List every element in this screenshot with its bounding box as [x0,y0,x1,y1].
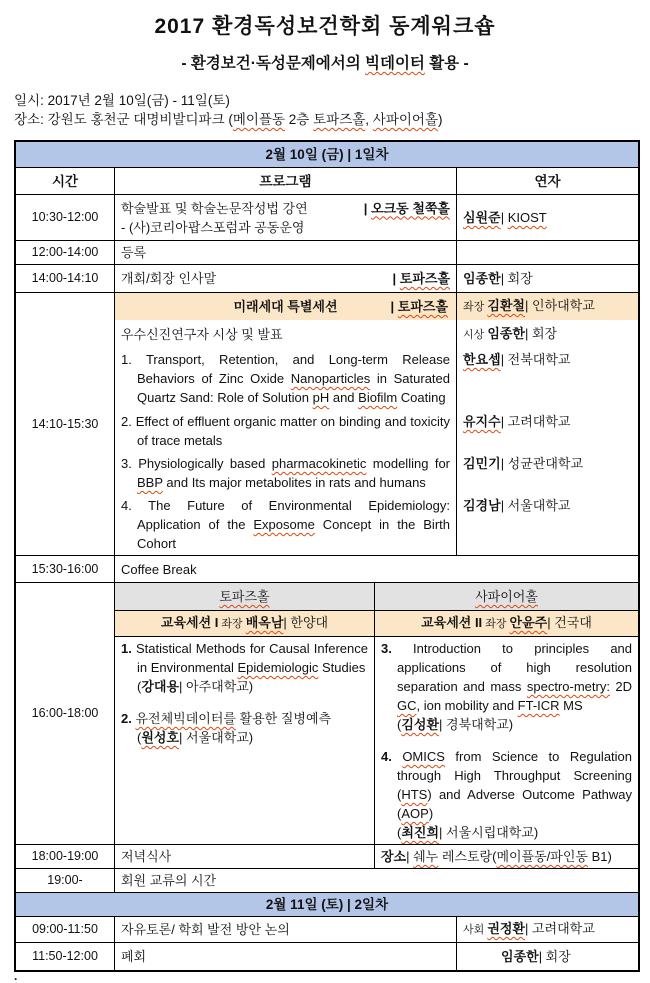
text-segment: 좌장 [482,618,510,630]
text-segment: 2층 [285,112,314,127]
text-line [121,677,368,696]
time-cell [16,293,115,556]
text-segment: 메이플동/파인동 [496,849,588,864]
text-segment: 저녁식사 [121,849,172,864]
text-line [18,704,112,723]
text-segment: 김환철 [487,298,525,313]
text-segment: pH [312,390,330,405]
text-line [121,871,632,890]
program-cell [115,348,457,410]
text-line [121,920,450,939]
session-header-cell [375,611,638,637]
text-segment: | 회장 [538,949,571,964]
text-segment: | 고려대학교 [500,414,571,429]
table-row [16,556,638,583]
table-row [16,869,638,893]
text-segment: 폐회 [121,949,147,964]
text-segment: 오크동 철쭉홀 [371,200,450,216]
text-line [18,243,112,262]
table-row [16,845,638,869]
program-cell [115,869,638,893]
text-segment: 12:00-14:00 [31,245,99,259]
program-cell [115,637,375,845]
text-segment: 유지수 [463,414,501,429]
day2-header-cell [16,893,638,917]
text-segment: AOP [401,806,429,821]
text-line [121,325,450,344]
text-segment: | [390,299,398,314]
text-line [381,715,632,734]
table-row [16,265,638,293]
text-segment: | 경북대학교) [439,717,514,732]
doc-subtitle [14,54,636,73]
hall-header-cell [115,583,375,611]
session-header-cell [115,611,375,637]
text-segment: 사파이어홀 [475,589,538,604]
text-segment: , [365,112,373,127]
text-segment: - (사)코리아팝스포럼과 공동운영 [121,219,305,235]
text-segment: | 성균관대학교 [500,456,584,471]
table-row [16,168,638,195]
text-segment: Concept in the Birth Cohort [137,517,450,551]
text-segment: 토파즈홀 [313,112,366,127]
text-segment: Coating [397,390,446,405]
text-segment: 2월 10일 (금) | 1일차 [265,147,389,162]
text-segment: modelling for [366,456,451,471]
time-cell [16,195,115,241]
text-segment: 권정환 [487,921,525,936]
text-line [463,269,632,288]
text-segment: ) [438,112,443,127]
text-line [463,919,632,940]
text-segment: 3. [381,641,414,656]
text-segment: 4. [381,749,403,764]
text-segment: 한요셉 [463,352,501,367]
text-line [463,350,632,369]
text-segment: ( [397,825,402,840]
speaker-cell [457,195,638,241]
text-segment: 프로그램 [259,173,312,189]
text-segment: 2월 11일 (토) | 2일차 [265,897,389,912]
text-segment: 회원 교류의 시간 [121,873,217,888]
text-segment: 배옥남 [245,615,284,630]
text-segment: and [329,390,359,405]
venue-cell [375,845,638,869]
text-segment: | 서울대학교) [179,730,254,745]
program-cell [115,320,457,348]
text-segment: 미래세대 특별세션 [233,299,338,314]
text-line [121,297,450,316]
text-segment: HTS [401,787,428,802]
column-header-program [115,168,457,195]
text-line [121,199,450,218]
info-block [14,91,636,129]
text-segment: BBP [137,475,163,490]
text-segment: 레스토랑( [438,849,497,864]
text-segment: Introduction to principles and applications of high resolution separation and mass [397,641,633,694]
text-line [463,324,632,345]
text-segment: 1. Transport, Retention, and Long-term Release Behaviors of Zinc Oxide [121,352,450,386]
text-line [121,847,368,866]
text-segment: 토파즈홀 [399,271,450,286]
text-segment: pharmacokinetic [271,456,367,471]
speaker-cell [457,452,638,494]
text-segment: 장소: 강원도 홍천군 대명비발디파크 ( [14,112,233,127]
text-segment: 10:30-12:00 [31,210,99,224]
text-segment: | 회장 [525,325,558,341]
text-segment: | 건국대 [547,615,592,630]
text-segment: 임종한 [487,325,525,341]
text-segment: 심원준 [463,210,501,225]
text-line [463,947,632,966]
text-line [14,54,636,73]
text-segment: B1) [587,849,612,864]
text-line [22,172,108,191]
text-segment: 19:00- [47,873,83,887]
text-segment: | 한양대 [283,615,329,630]
table-row [16,241,638,265]
text-segment: 김경남 [463,498,501,513]
text-segment: | 서울시립대학교) [439,825,539,840]
text-line [121,269,450,288]
table-row [16,583,638,611]
text-segment: 우수신진연구자 시상 및 발표 [121,326,283,342]
speaker-cell [457,943,638,970]
column-header-time [16,168,115,195]
text-segment: ) and Adverse Outcome Pathway ( [397,787,633,821]
text-segment: 연자 [534,173,561,189]
text-segment: | [392,271,400,286]
text-segment: 사회 [463,924,488,936]
text-segment: 18:00-19:00 [31,849,99,863]
table-row [16,917,638,943]
text-segment: 교육세션 I [160,615,219,630]
time-cell [16,943,115,970]
text-segment: ( [137,730,142,745]
day1-header-cell [16,142,638,168]
text-line [463,412,632,431]
text-line [381,613,632,634]
text-segment: 안윤주 [509,615,548,630]
text-segment: 좌장 [218,618,246,630]
text-segment: 15:30-16:00 [31,561,99,576]
text-segment: Coffee Break [121,561,197,577]
text-segment: 등록 [121,245,147,260]
text-segment: | 고려대학교 [525,921,595,936]
program-cell [115,195,457,241]
speaker-cell [457,917,638,943]
text-line [18,415,112,434]
program-cell [375,637,638,845]
text-line [121,947,450,966]
text-segment: 4. The Future of Environmental Epidemiology: Application of the [121,498,450,532]
text-line [381,639,632,715]
text-line [121,243,450,262]
text-segment: 김민기 [463,456,501,471]
text-segment: OMICS [402,749,445,764]
text-segment: 장소 [381,849,407,864]
table-row [16,195,638,241]
text-line [381,823,632,842]
text-line [381,587,632,606]
program-cell [115,452,457,494]
text-segment: 학술발표 및 학술논문작성법 강연 [121,200,308,216]
table-row [16,943,638,970]
program-cell [115,556,638,583]
column-header-speaker [457,168,638,195]
text-line [463,296,632,317]
text-line [121,412,450,450]
text-line [463,454,632,473]
text-segment: 원성호 [141,730,180,745]
text-segment: | 전북대학교 [500,352,571,367]
text-segment: and Its major metabolites in rats and humans [162,475,426,490]
text-segment: 시상 [463,328,488,341]
table-row [16,293,638,320]
text-segment: 토파즈홀 [397,299,448,314]
info-venue [14,110,636,129]
text-segment: - 환경보건·독성문제에서의 [181,55,365,72]
speaker-cell [457,348,638,410]
text-line [121,728,368,747]
text-line [121,496,450,553]
text-segment: 김성환 [401,717,440,732]
hall-header-cell [375,583,638,611]
text-line [121,709,368,728]
text-line [121,350,450,407]
text-segment: 빅데이터 [365,55,425,72]
text-segment: 메이플동 [232,112,286,127]
text-segment: ( [137,679,142,694]
speaker-cell [457,241,638,265]
text-segment: | [406,849,414,864]
text-segment: 11:50-12:00 [32,949,98,963]
text-segment: FT-ICR [517,698,560,713]
text-line [18,947,112,966]
doc-title: 2017 환경독성보건학회 동계워크숍 [154,15,496,38]
text-segment: 3. Physiologically based [121,456,272,471]
text-line [18,208,112,227]
table-row [16,893,638,917]
text-line [22,895,632,914]
text-segment: | 서울대학교 [500,498,571,513]
text-segment: 강대용 [141,679,180,694]
text-segment: 14:00-14:10 [31,271,99,285]
text-segment: 활용 - [424,55,469,72]
text-segment: ) [428,806,434,821]
time-cell [16,583,115,845]
text-segment: 개회/회장 인사말 [121,271,217,286]
text-line [121,218,450,237]
text-segment: | 회장 [500,271,533,286]
text-segment: Biofilm [358,390,398,405]
text-segment: 최진희 [401,825,440,840]
time-cell [16,869,115,893]
program-cell [115,265,457,293]
text-segment: | 인하대학교 [525,298,595,313]
text-segment: 사파이어홀 [372,112,439,127]
program-cell [115,241,457,265]
text-segment: 좌장 [463,301,488,313]
text-segment: 쉐누 [413,849,439,864]
text-line [18,847,112,866]
text-segment: 14:10-15:30 [31,416,99,431]
text-line [121,172,450,191]
program-cell [115,494,457,556]
text-segment: spectro-metry: [526,679,610,694]
text-segment: GC [397,698,417,713]
text-segment: 토파즈홀 [219,589,270,604]
text-segment: 자유토론/ 학회 발전 방안 논의 [121,922,290,937]
text-line [121,454,450,492]
schedule-table [14,140,640,972]
text-segment: 유전체빅데이터를 [135,711,236,726]
text-segment: 시간 [51,173,79,189]
time-cell [16,241,115,265]
text-segment: in Saturated Quartz Sand: Role of Solution [137,371,451,405]
text-segment: | 아주대학교) [179,679,254,694]
text-line [381,747,632,823]
speaker-cell [457,320,638,348]
text-segment: Statistical Methods for Causal Inference in Environmental [136,641,368,675]
text-segment: from Science to Regulation through High Throughput Screening ( [397,749,633,802]
time-cell [16,917,115,943]
speaker-cell [457,265,638,293]
text-line [18,269,112,288]
text-segment: 임종한 [463,271,501,286]
program-cell [115,845,375,869]
text-segment: 1. [121,641,137,656]
text-segment: 교육세션 II [421,615,483,630]
speaker-cell [457,410,638,452]
time-cell [16,556,115,583]
text-segment: 일시: 2017년 2월 10일(금) - 11일(토) [14,93,230,108]
text-segment: ( [397,717,402,732]
text-segment: Epidemiologic [237,660,319,675]
text-line [121,639,368,677]
text-line [381,847,632,866]
speaker-cell [457,293,638,320]
text-line [463,496,632,515]
text-segment: MS [559,698,583,713]
text-segment: | [363,200,372,216]
time-cell [16,265,115,293]
program-cell [115,410,457,452]
stray-period: . [14,969,18,983]
speaker-cell [457,494,638,556]
program-cell [115,917,457,943]
session-header-cell [115,293,457,320]
text-line [18,871,112,890]
program-cell [115,943,457,970]
text-line [463,172,632,191]
text-segment: Exposome [253,517,315,532]
table-row [16,142,638,168]
text-line [18,920,112,939]
text-line [121,587,368,606]
info-datetime [14,91,636,110]
text-line [121,560,632,579]
text-segment: Nanoparticles [290,371,371,386]
text-line [121,613,368,634]
text-segment: 임종한 [501,949,539,964]
text-segment: 2. Effect of effluent organic matter on binding and toxicity of trace metals [121,414,450,448]
time-cell [16,845,115,869]
text-segment: 2. [121,711,136,726]
text-line [22,145,632,164]
text-segment: Studies [318,660,366,675]
text-segment: 16:00-18:00 [31,706,99,720]
text-segment: 2D [609,679,633,694]
text-line [18,560,112,579]
text-segment: | [500,210,508,225]
text-segment: , ion mobility and [416,698,518,713]
text-segment: 09:00-11:50 [32,922,98,936]
text-segment: KIOST [507,210,547,225]
text-segment: 활용한 질병예측 [235,711,332,726]
text-line [463,208,632,227]
